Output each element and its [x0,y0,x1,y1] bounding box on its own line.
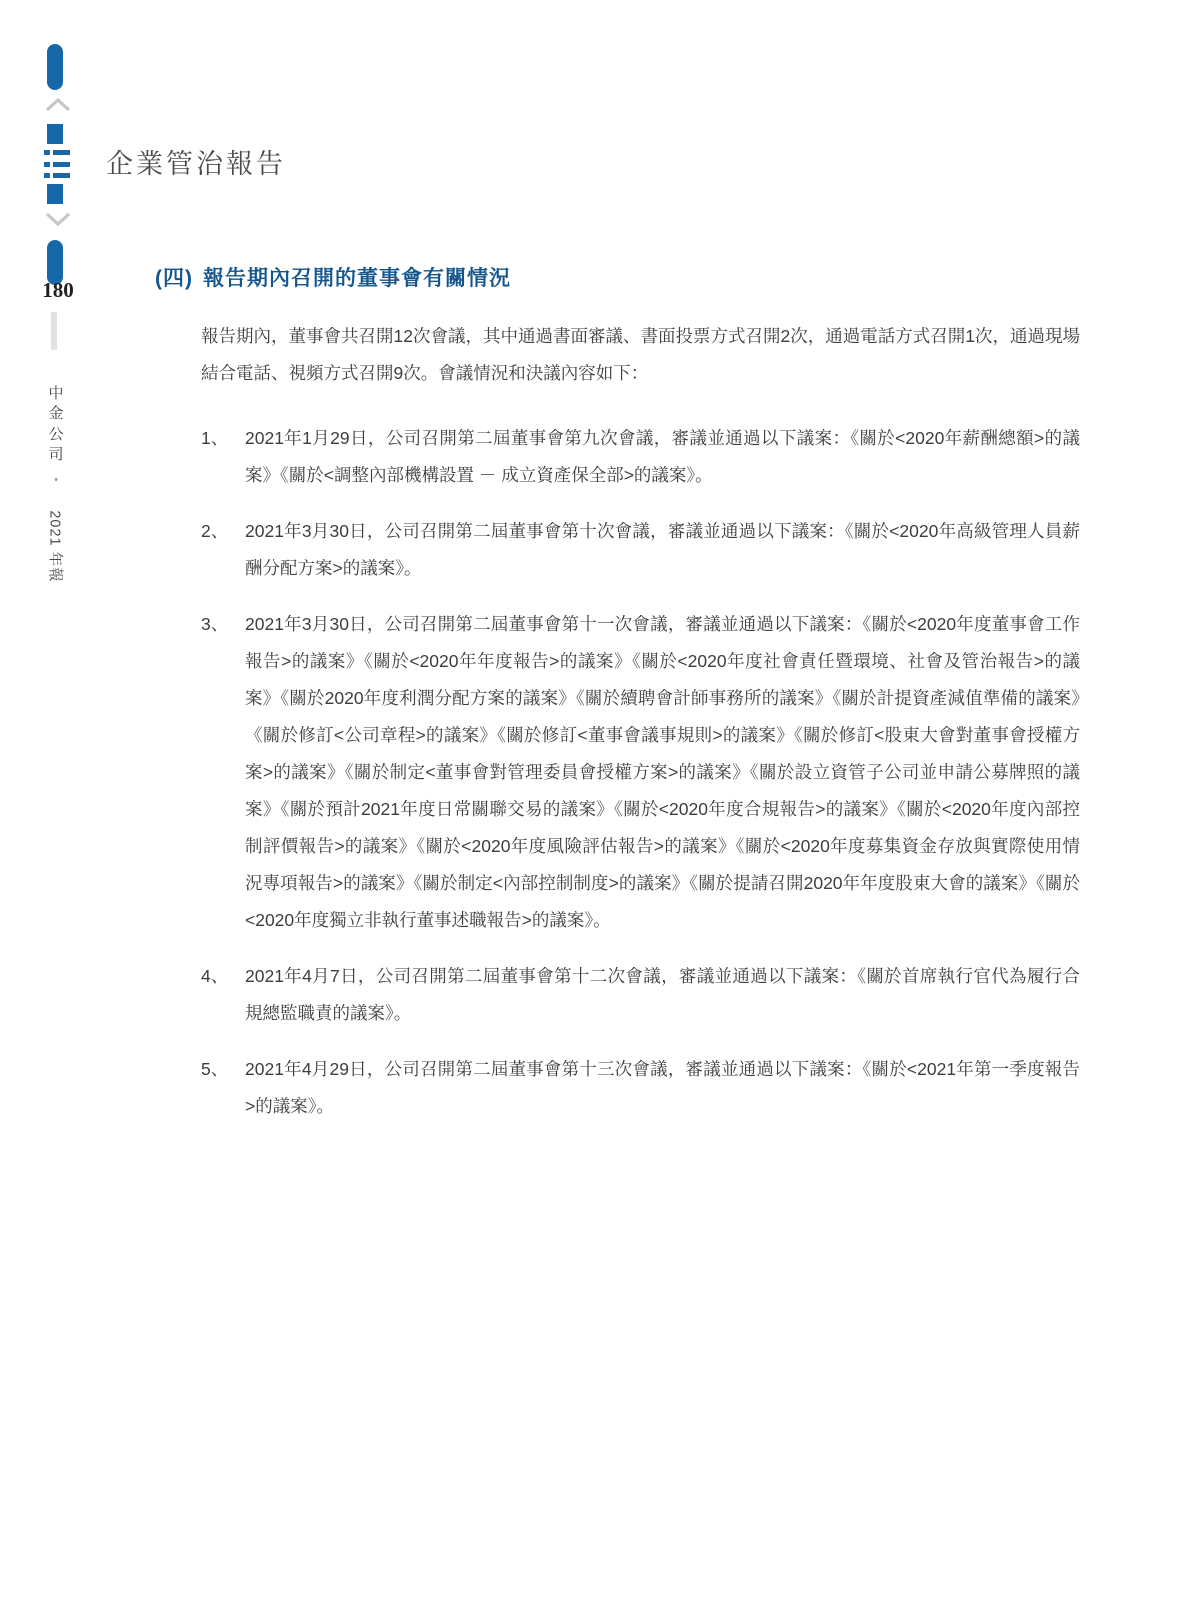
list-item [201,958,1080,1032]
page-number: 180 [42,278,74,302]
chevron-up-icon [44,96,72,114]
section-body [201,318,1080,1125]
list-item-text: 2021年3月30日，公司召開第二屆董事會第十一次會議，審議並通過以下議案：《關於<2020年度董事會工作報告>的議案》《關於<2020年年度報告>的議案》《關於<2020年度社會責任暨環境、社會及管治報告>的議案》《關於2020年度利潤分配方案的議案》《關於續聘會計師事務所的議案》《關於計提資產減值準備的議案》《關於修訂<公司章程>的議案》《關於修訂<董事會議事規則>的議案》《關於修訂<股東大會對董事會授權方案>的議案》《關於制定<董事會對管理委員會授權方案>的議案》《關於設立資管子公司並申請公募牌照的議案》《關於預計2021年度日常關聯交易的議案》《關於<2020年度合規報告>的議案》《關於<2020年度內部控制評價報告>的議案》《關於<2020年度風險評估報告>的議案》《關於<2020年度募集資金存放與實際使用情況專項報告>的議案》《關於制定<內部控制制度>的議案》《關於提請召開2020年年度股東大會的議案》《關於<2020年度獨立非執行董事述職報告>的議案》。 [245,614,1080,930]
list-item-text: 2021年4月7日，公司召開第二屆董事會第十二次會議，審議並通過以下議案：《關於首席執行官代為履行合規總監職責的議案》。 [245,966,1080,1023]
report-year-vertical: 2021 年報 [46,509,63,583]
list-item-number: 2、 [201,521,229,541]
page-title: 企業管治報告 [106,149,286,179]
accent-square-bottom [47,184,63,204]
list-icon [44,150,70,178]
section-number: (四) [155,267,193,290]
main-content [155,264,1080,1125]
section-title: 報告期內召開的董事會有關情況 [203,267,511,290]
list-item-number: 4、 [201,966,229,986]
list-item [201,606,1080,939]
accent-bar-top [47,44,63,90]
company-name-vertical: 中金公司 [48,385,64,463]
accent-square-top [47,124,63,144]
report-year-wrap [20,496,92,596]
meeting-list [201,420,1080,1125]
list-item-number: 3、 [201,614,229,634]
chevron-down-icon [44,210,72,228]
list-item [201,1051,1080,1125]
page-number-rule [51,312,57,350]
list-item-number: 5、 [201,1059,229,1079]
section-heading [155,264,1080,294]
list-item-text: 2021年1月29日，公司召開第二屆董事會第九次會議，審議並通過以下議案：《關於<2020年薪酬總額>的議案》《關於<調整內部機構設置 － 成立資產保全部>的議案》。 [245,428,1080,485]
list-item [201,513,1080,587]
sidebar-vertical-text [39,384,73,596]
list-item-text: 2021年4月29日，公司召開第二屆董事會第十三次會議，審議並通過以下議案：《關於<2021年第一季度報告>的議案》。 [245,1059,1080,1116]
list-item [201,420,1080,494]
list-item-text: 2021年3月30日，公司召開第二屆董事會第十次會議，審議並通過以下議案：《關於<2020年高級管理人員薪酬分配方案>的議案》。 [245,521,1080,578]
intro-paragraph: 報告期內，董事會共召開12次會議，其中通過書面審議、書面投票方式召開2次，通過電話方式召開1次，通過現場結合電話、視頻方式召開9次。會議情況和決議內容如下： [201,326,1080,383]
sidebar [0,0,110,1615]
separator-dot: • [54,474,58,486]
list-icon-row [44,162,70,167]
list-item-number: 1、 [201,428,229,448]
list-icon-row [44,173,70,178]
list-icon-row [44,150,70,155]
